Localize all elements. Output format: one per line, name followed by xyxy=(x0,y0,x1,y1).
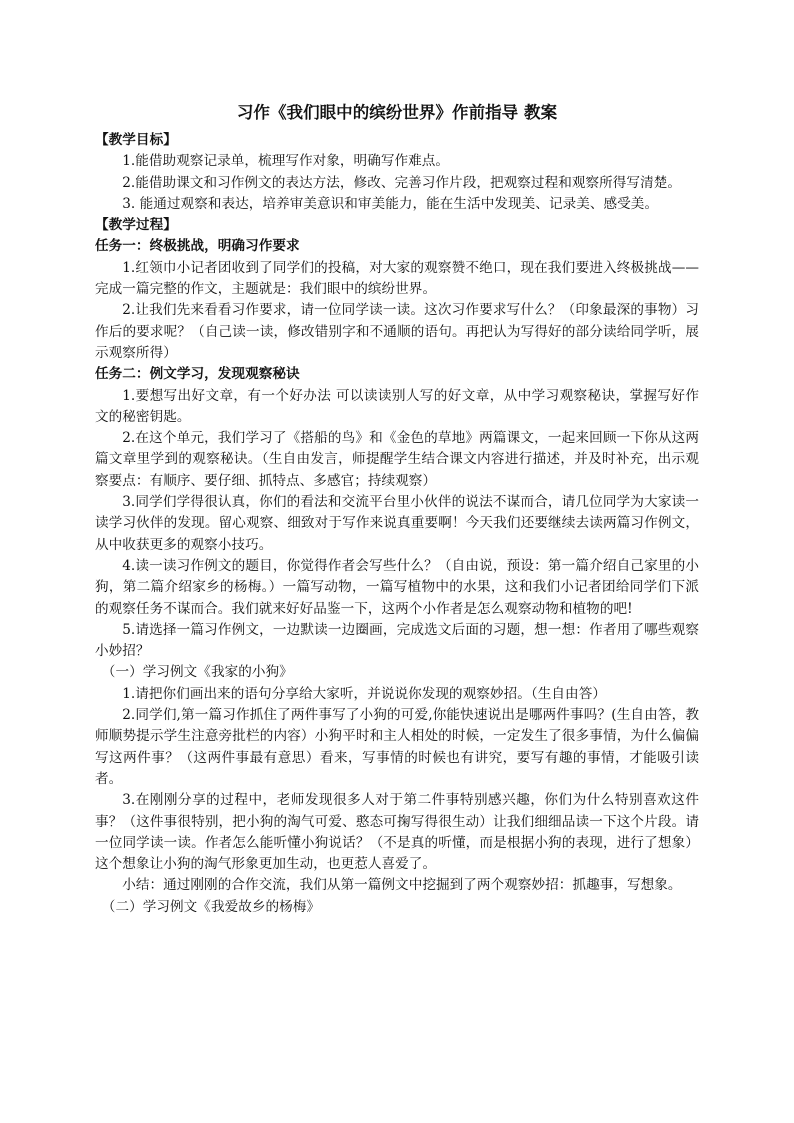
part1-heading: （一）学习例文《我家的小狗》 xyxy=(101,664,293,681)
task2-para-3: 3.同学们学得很认真，你们的看法和交流平台里小伙伴的说法不谋而合，请几位同学为大家读一读学习伙伴的发现。留心观察、细致对于写作来说真重要啊！今天我们还要继续去读两篇习作例文，从中收获更多的观察小技巧。 xyxy=(95,494,699,553)
task2-para-5: 5.请选择一篇习作例文，一边默读一边圈画，完成选文后面的习题，想一想：作者用了哪些观察小妙招？ xyxy=(95,621,699,660)
part1-para-2: 2.同学们,第一篇习作抓住了两件事写了小狗的可爱,你能快速说出是哪两件事吗？(生自由答，教师顺势提示学生注意旁批栏的内容）小狗平时和主人相处的时候，一定发生了很多事情，为什么偏偏写这两件事？（这两件事最有意思）看来，写事情的时候也有讲究，要写有趣的事情，才能吸引读者。 xyxy=(95,707,699,787)
goal-2: 2.能借助课文和习作例文的表达方法，修改、完善习作片段，把观察过程和观察所得写清楚。 xyxy=(122,174,682,191)
document-page xyxy=(95,101,699,918)
goals-heading: 【教学目标】 xyxy=(95,132,177,148)
task1-heading: 任务一：终极挑战，明确习作要求 xyxy=(95,238,300,255)
part1-para-3: 3.在刚刚分享的过程中，老师发现很多人对于第二件事特别感兴趣，你们为什么特别喜欢这件事？（这件事很特别，把小狗的淘气可爱、憨态可掬写得很生动）让我们细细品读一下这个片段。请一位同学读一读。作者怎么能听懂小狗说话？（不是真的听懂，而是根据小狗的表现，进行了想象）这个想象让小狗的淘气形象更加生动，也更惹人喜爱了。 xyxy=(95,792,699,873)
task2-heading: 任务二：例文学习，发现观察秘诀 xyxy=(95,366,300,383)
part1-summary: 小结：通过刚刚的合作交流，我们从第一篇例文中挖掘到了两个观察妙招：抓趣事，写想象。 xyxy=(122,877,682,894)
task2-para-2: 2.在这个单元，我们学习了《搭船的鸟》和《金色的草地》两篇课文，一起来回顾一下你从这两篇文章里学到的观察秘诀。（生自由发言，师提醒学生结合课文内容进行描述，并及时补充，出示观察要点：有顺序、要仔细、抓特点、多感官；持续观察） xyxy=(95,430,699,489)
goal-3: 3. 能通过观察和表达，培养审美意识和审美能力，能在生活中发现美、记录美、感受美。 xyxy=(122,195,659,212)
goal-1: 1.能借助观察记录单，梳理写作对象，明确写作难点。 xyxy=(122,153,450,170)
document-title: 习作《我们眼中的缤纷世界》作前指导 教案 xyxy=(236,103,558,122)
part2-heading: （二）学习例文《我爱故乡的杨梅》 xyxy=(101,898,321,915)
task2-para-4: 4.读一读习作例文的题目，你觉得作者会写些什么？（自由说，预设：第一篇介绍自己家里的小狗，第二篇介绍家乡的杨梅。）一篇写动物，一篇写植物中的水果，这和我们小记者团给同学们下派的观察任务不谋而合。我们就来好好品鉴一下，这两个小作者是怎么观察动物和植物的吧! xyxy=(95,557,699,617)
task2-para-1: 1.要想写出好文章，有一个好办法 可以读读别人写的好文章，从中学习观察秘诀，掌握写好作文的秘密钥匙。 xyxy=(95,387,699,425)
part1-para-1: 1.请把你们画出来的语句分享给大家听，并说说你发现的观察妙招。（生自由答） xyxy=(122,685,606,702)
task1-para-1: 1.红领巾小记者团收到了同学们的投稿，对大家的观察赞不绝口，现在我们要进入终极挑战——完成一篇完整的作文，主题就是：我们眼中的缤纷世界。 xyxy=(95,259,699,298)
process-heading: 【教学过程】 xyxy=(95,217,177,234)
task1-para-2: 2.让我们先来看看习作要求，请一位同学读一读。这次习作要求写什么？（印象最深的事物）习作后的要求呢？（自己读一读，修改错别字和不通顺的语句。再把认为写得好的部分读给同学听，展示观察所得） xyxy=(95,302,699,361)
